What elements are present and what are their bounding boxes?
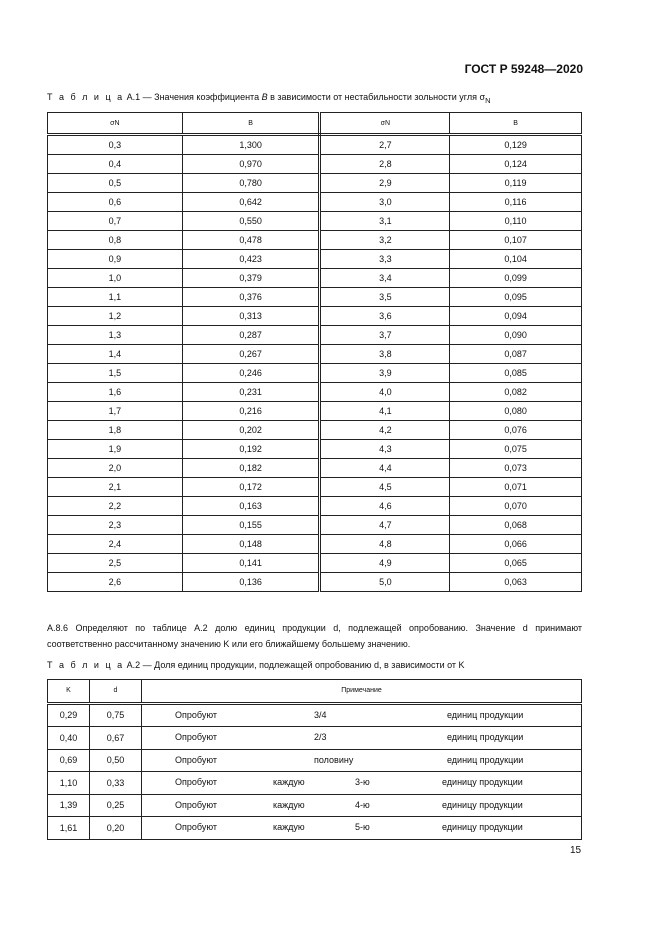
table-cell: 0,216	[182, 402, 320, 421]
table-cell: 1,1	[48, 288, 183, 307]
table-cell: 0,379	[182, 269, 320, 288]
table-cell: 0,071	[450, 478, 582, 497]
note-text: 2/3	[314, 732, 327, 743]
table-cell: 2,9	[320, 174, 450, 193]
table-cell: 1,8	[48, 421, 183, 440]
table-row	[48, 727, 582, 750]
table-cell: σN	[48, 113, 183, 135]
table-cell: 0,50	[90, 749, 142, 772]
table-row	[48, 193, 582, 212]
table-cell: 3,9	[320, 364, 450, 383]
table-cell: 3,6	[320, 307, 450, 326]
table-cell: 2,5	[48, 554, 183, 573]
note-text: 3-ю	[355, 777, 370, 788]
table-cell: 2,6	[48, 573, 183, 592]
table-cell: 0,163	[182, 497, 320, 516]
table-cell: 1,5	[48, 364, 183, 383]
table-cell: 0,087	[450, 345, 582, 364]
table-cell: 2,2	[48, 497, 183, 516]
table-cell: Примечание	[142, 680, 582, 704]
table-cell: 0,172	[182, 478, 320, 497]
note-text: единиц продукции	[447, 754, 524, 765]
table-row	[48, 478, 582, 497]
table-cell: 0,287	[182, 326, 320, 345]
table-cell: 4,7	[320, 516, 450, 535]
table-cell: 3,2	[320, 231, 450, 250]
table-row	[48, 402, 582, 421]
table-cell: 4,8	[320, 535, 450, 554]
table-cell: 0,116	[450, 193, 582, 212]
table-cell: 3,1	[320, 212, 450, 231]
page-number: 15	[570, 845, 582, 856]
note-cell	[142, 727, 582, 750]
table-row	[48, 135, 582, 155]
table-row	[48, 440, 582, 459]
note-text: единиц продукции	[447, 709, 524, 720]
table-cell: 0,75	[90, 703, 142, 727]
note-text: единиц продукции	[447, 732, 524, 743]
table-cell: 0,231	[182, 383, 320, 402]
table-row	[48, 573, 582, 592]
paragraph-a86: A.8.6 Определяют по таблице А.2 долю единиц продукции d, подлежащей опробованию. Значение d принимают соответственно рассчитанному значению K или его ближайшему большему значению.	[47, 623, 582, 649]
table-cell: 0,124	[450, 155, 582, 174]
table-a2	[47, 679, 582, 840]
table-cell: 0,970	[182, 155, 320, 174]
table-cell: 3,7	[320, 326, 450, 345]
table-cell: 0,67	[90, 727, 142, 750]
table-cell: 0,192	[182, 440, 320, 459]
table-cell: 1,39	[48, 794, 90, 817]
table-cell: 0,095	[450, 288, 582, 307]
table-cell: 0,068	[450, 516, 582, 535]
table-cell: 0,29	[48, 703, 90, 727]
table-row	[48, 231, 582, 250]
table-cell: 0,33	[90, 772, 142, 795]
table-cell: 0,073	[450, 459, 582, 478]
table-cell: 0,182	[182, 459, 320, 478]
table-cell: 0,070	[450, 497, 582, 516]
table-row	[48, 772, 582, 795]
table-a1	[47, 112, 582, 592]
table-row	[48, 250, 582, 269]
table-cell: 0,550	[182, 212, 320, 231]
table-cell: 0,8	[48, 231, 183, 250]
table-row	[48, 326, 582, 345]
table-cell: 0,099	[450, 269, 582, 288]
table-cell: σN	[320, 113, 450, 135]
note-text: каждую	[273, 777, 305, 788]
table-cell: 0,202	[182, 421, 320, 440]
table-cell: 3,4	[320, 269, 450, 288]
table-cell: 4,0	[320, 383, 450, 402]
table-cell: 1,4	[48, 345, 183, 364]
table-row	[48, 155, 582, 174]
table-row	[48, 212, 582, 231]
table-cell: 0,119	[450, 174, 582, 193]
table-row	[48, 383, 582, 402]
note-cell	[142, 772, 582, 795]
table-cell: 1,9	[48, 440, 183, 459]
table-cell: 3,3	[320, 250, 450, 269]
table-cell: 0,107	[450, 231, 582, 250]
table-cell: 3,8	[320, 345, 450, 364]
table-cell: 0,6	[48, 193, 183, 212]
table-cell: 0,065	[450, 554, 582, 573]
table-cell: 1,300	[182, 135, 320, 155]
table-row	[48, 288, 582, 307]
table-cell: 0,063	[450, 573, 582, 592]
table-cell: 0,155	[182, 516, 320, 535]
table-row	[48, 535, 582, 554]
note-text: 5-ю	[355, 822, 370, 833]
table-cell: 2,0	[48, 459, 183, 478]
note-cell	[142, 749, 582, 772]
table-cell: 4,4	[320, 459, 450, 478]
note-text: единицу продукции	[442, 777, 523, 788]
table-cell: 2,1	[48, 478, 183, 497]
table-cell: 0,094	[450, 307, 582, 326]
table-header-row	[48, 113, 582, 135]
table-cell: 0,104	[450, 250, 582, 269]
table-cell: 0,066	[450, 535, 582, 554]
table-cell: d	[90, 680, 142, 704]
table-cell: 0,25	[90, 794, 142, 817]
table-cell: 0,9	[48, 250, 183, 269]
table-cell: 2,8	[320, 155, 450, 174]
table-cell: 0,7	[48, 212, 183, 231]
table-cell: 4,3	[320, 440, 450, 459]
note-text: Опробуют	[175, 754, 218, 765]
table-cell: B	[450, 113, 582, 135]
table2-caption: Т а б л и ц а A.2 — Доля единиц продукции, подлежащей опробованию d, в зависимости от K	[47, 660, 465, 670]
table-cell: 0,267	[182, 345, 320, 364]
table-row	[48, 817, 582, 840]
table-cell: 1,10	[48, 772, 90, 795]
table-row	[48, 269, 582, 288]
table-cell: 1,6	[48, 383, 183, 402]
table-row	[48, 421, 582, 440]
table-cell: 1,0	[48, 269, 183, 288]
table-cell: 5,0	[320, 573, 450, 592]
table-cell: 0,40	[48, 727, 90, 750]
table-cell: 0,076	[450, 421, 582, 440]
table-cell: 0,082	[450, 383, 582, 402]
note-text: Опробуют	[175, 709, 218, 720]
table-row	[48, 174, 582, 193]
table-row	[48, 794, 582, 817]
table-cell: 0,4	[48, 155, 183, 174]
table-cell: 0,090	[450, 326, 582, 345]
table-cell: 0,780	[182, 174, 320, 193]
table-cell: 4,9	[320, 554, 450, 573]
note-text: 4-ю	[355, 799, 370, 810]
note-text: Опробуют	[175, 822, 218, 833]
table-cell: 0,129	[450, 135, 582, 155]
table-cell: 4,5	[320, 478, 450, 497]
table-cell: 0,69	[48, 749, 90, 772]
table-cell: 4,1	[320, 402, 450, 421]
table-cell: 0,141	[182, 554, 320, 573]
note-text: каждую	[273, 822, 305, 833]
table-row	[48, 459, 582, 478]
table-cell: 2,7	[320, 135, 450, 155]
table-cell: 0,5	[48, 174, 183, 193]
table-cell: 0,313	[182, 307, 320, 326]
note-text: 3/4	[314, 709, 327, 720]
table-cell: 4,6	[320, 497, 450, 516]
table-cell: 1,3	[48, 326, 183, 345]
table-cell: 2,4	[48, 535, 183, 554]
table-cell: 1,61	[48, 817, 90, 840]
table-cell: 1,7	[48, 402, 183, 421]
table-cell: 0,3	[48, 135, 183, 155]
note-text: Опробуют	[175, 732, 218, 743]
table1-caption: Т а б л и ц а A.1 — Значения коэффициента B в зависимости от нестабильности зольности угля $\sigma_N$	[47, 92, 491, 105]
table-cell: 0,246	[182, 364, 320, 383]
note-cell	[142, 817, 582, 840]
table-cell: 3,0	[320, 193, 450, 212]
table-cell: K	[48, 680, 90, 704]
table-row	[48, 364, 582, 383]
table-cell: 0,376	[182, 288, 320, 307]
table-cell: 3,5	[320, 288, 450, 307]
table-cell: 0,110	[450, 212, 582, 231]
table-cell: 0,148	[182, 535, 320, 554]
note-text: каждую	[273, 799, 305, 810]
table-row	[48, 307, 582, 326]
table-cell: 1,2	[48, 307, 183, 326]
table-cell: 4,2	[320, 421, 450, 440]
note-cell	[142, 794, 582, 817]
table-cell: 0,136	[182, 573, 320, 592]
table-cell: 0,080	[450, 402, 582, 421]
table-cell: 0,642	[182, 193, 320, 212]
table-cell: 0,085	[450, 364, 582, 383]
note-text: единицу продукции	[442, 799, 523, 810]
table-row	[48, 749, 582, 772]
note-text: Опробуют	[175, 799, 218, 810]
note-text: единицу продукции	[442, 822, 523, 833]
note-cell	[142, 703, 582, 727]
table-row	[48, 516, 582, 535]
table-header-row	[48, 680, 582, 704]
table-row	[48, 497, 582, 516]
note-text: Опробуют	[175, 777, 218, 788]
note-text: половину	[314, 754, 354, 765]
standard-header: ГОСТ Р 59248—2020	[464, 62, 583, 76]
table-cell: B	[182, 113, 320, 135]
table-cell: 0,20	[90, 817, 142, 840]
table-cell: 0,478	[182, 231, 320, 250]
table-cell: 2,3	[48, 516, 183, 535]
table-row	[48, 554, 582, 573]
table-row	[48, 345, 582, 364]
table-row	[48, 703, 582, 727]
table-cell: 0,075	[450, 440, 582, 459]
table-cell: 0,423	[182, 250, 320, 269]
